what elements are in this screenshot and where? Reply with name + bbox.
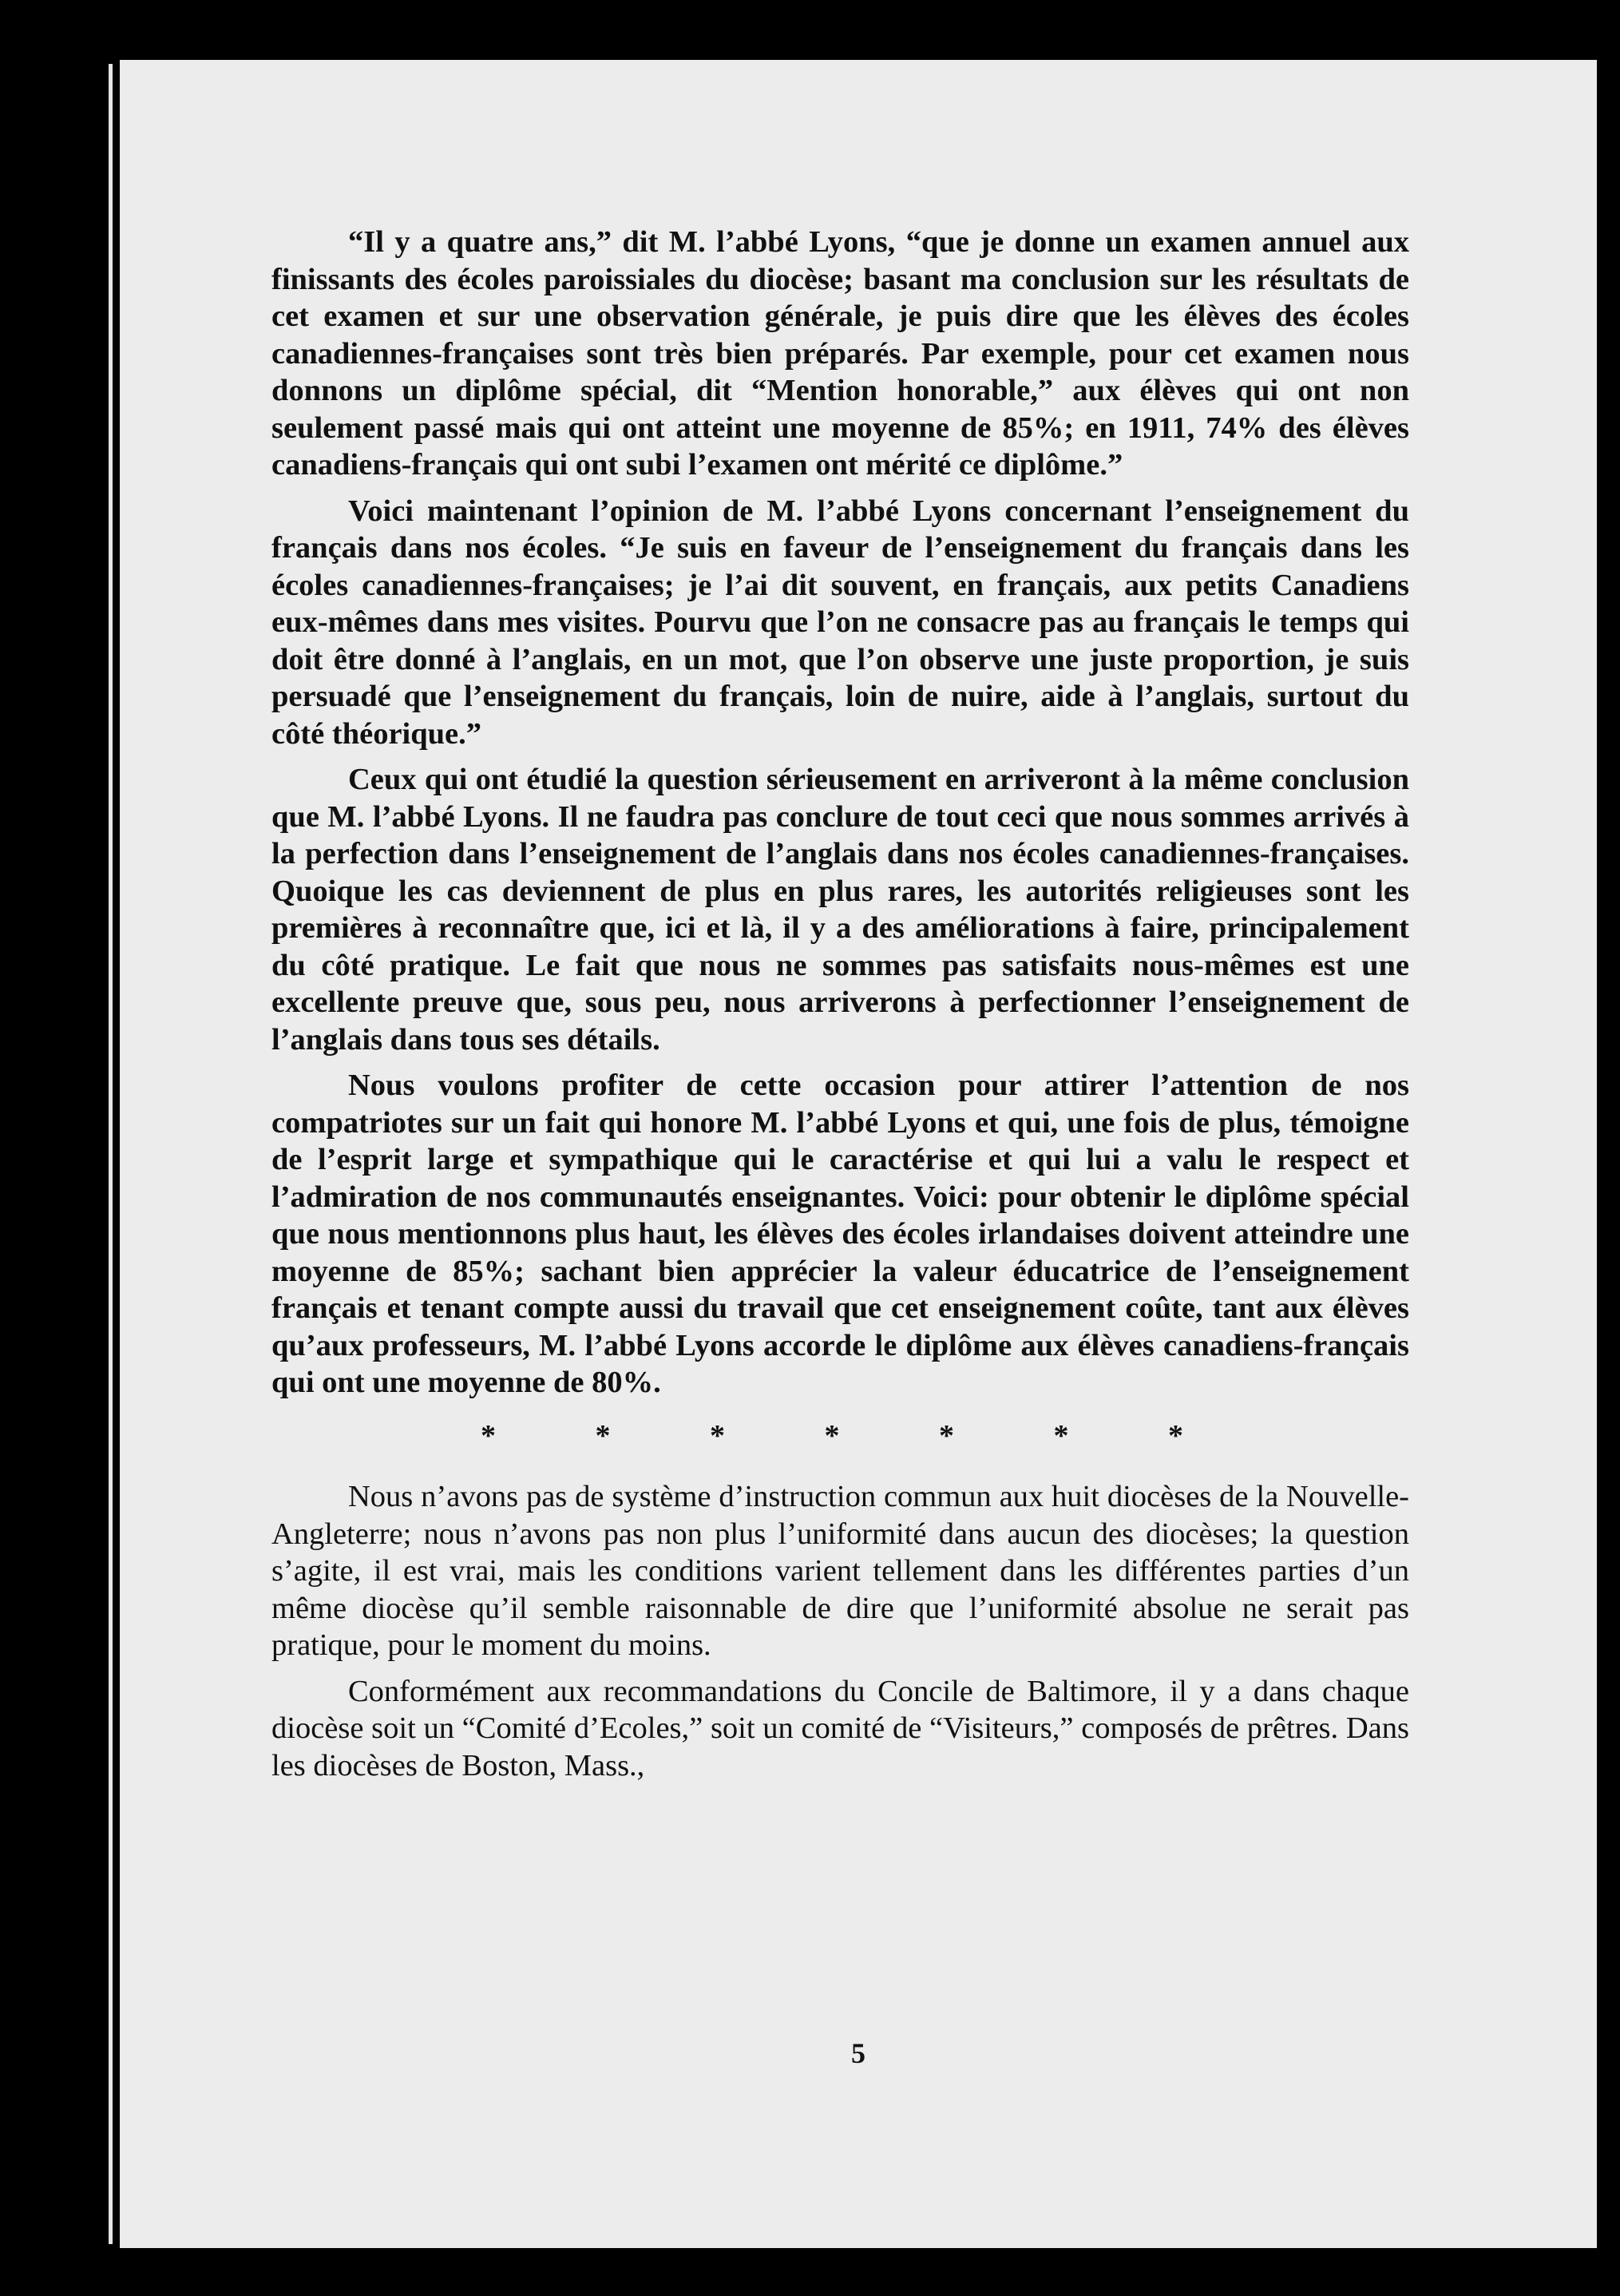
separator-star: * (1168, 1418, 1183, 1453)
separator-star: * (481, 1418, 496, 1453)
body-text (271, 224, 1409, 1793)
separator-star: * (824, 1418, 840, 1453)
paragraph-concile-baltimore: Conformément aux recommandations du Concile de Baltimore, il y a dans chaque diocèse soit un “Comité d’Ecoles,” soit un comité de “Visiteurs,” composés de prêtres. Dans les diocèses de Boston, Mass., (271, 1674, 1409, 1782)
page-edge-rule (109, 64, 113, 2244)
separator-star: * (1053, 1418, 1069, 1453)
document-page (120, 60, 1597, 2248)
separator-star: * (595, 1418, 611, 1453)
section-separator (481, 1418, 1183, 1455)
separator-star: * (939, 1418, 954, 1453)
page-number: 5 (851, 2037, 865, 2069)
paragraph-diplome-special: Nous voulons profiter de cette occasion pour attirer l’attention de nos compatriotes sur un fait qui honore M. l’abbé Lyons et qui, une fois de plus, témoigne de l’esprit large et sympathique qui le caractérise et qui lui a valu le respect et l’admiration de nos communautés enseignantes. Voici: pour obtenir le diplôme spécial que nous mentionnons plus haut, les élèves des écoles irlandaises doivent atteindre une moyenne de 85%; sachant bien apprécier la valeur éducatrice de l’enseignement français et tenant compte aussi du travail que cet enseignement coûte, tant aux élèves qu’aux professeurs, M. l’abbé Lyons accorde le diplôme aux élèves canadiens-français qui ont une moyenne de 80%. (271, 1069, 1409, 1399)
separator-star: * (710, 1418, 725, 1453)
paragraph-conclusion: Ceux qui ont étudié la question sérieusement en arriveront à la même conclusion que M. l’abbé Lyons. Il ne faudra pas conclure de tout ceci que nous sommes arrivés à la perfection dans l’enseignement de l’anglais dans nos écoles canadiennes-françaises. Quoique les cas deviennent de plus en plus rares, les autorités religieuses sont les premières à reconnaître que, ici et là, il y a des améliorations à faire, principalement du côté pratique. Le fait que nous ne sommes pas satisfaits nous-mêmes est une excellente preuve que, sous peu, nous arriverons à perfectionner l’enseignement de l’anglais dans tous ses détails. (271, 763, 1409, 1057)
paragraph-quote-examen: “Il y a quatre ans,” dit M. l’abbé Lyons, “que je donne un examen annuel aux finissants des écoles paroissiales du diocèse; basant ma conclusion sur les résultats de cet examen et sur une observation générale, je puis dire que les élèves des écoles canadiennes-françaises sont très bien préparés. Par exemple, pour cet examen nous donnons un diplôme spécial, dit “Mention honorable,” aux élèves qui ont non seulement passé mais qui ont atteint une moyenne de 85%; en 1911, 74% des élèves canadiens-français qui ont subi l’examen ont mérité ce diplôme.” (271, 225, 1409, 482)
paragraph-systeme-instruction: Nous n’avons pas de système d’instruction commun aux huit diocèses de la Nouvelle-Angleterre; nous n’avons pas non plus l’uniformité dans aucun des diocèses; la question s’agite, il est vrai, mais les conditions varient tellement dans les différentes parties d’un même diocèse qu’il semble raisonnable de dire que l’uniformité absolue ne serait pas pratique, pour le moment du moins. (271, 1480, 1409, 1662)
paragraph-opinion-enseignement: Voici maintenant l’opinion de M. l’abbé Lyons concernant l’enseignement du français dans nos écoles. “Je suis en faveur de l’enseignement du français dans les écoles canadiennes-françaises; je l’ai dit souvent, en français, aux petits Canadiens eux-mêmes dans mes visites. Pourvu que l’on ne consacre pas au français le temps qui doit être donné à l’anglais, en un mot, que l’on observe une juste proportion, je suis persuadé que l’enseignement du français, loin de nuire, aide à l’anglais, surtout du côté théorique.” (271, 494, 1409, 751)
